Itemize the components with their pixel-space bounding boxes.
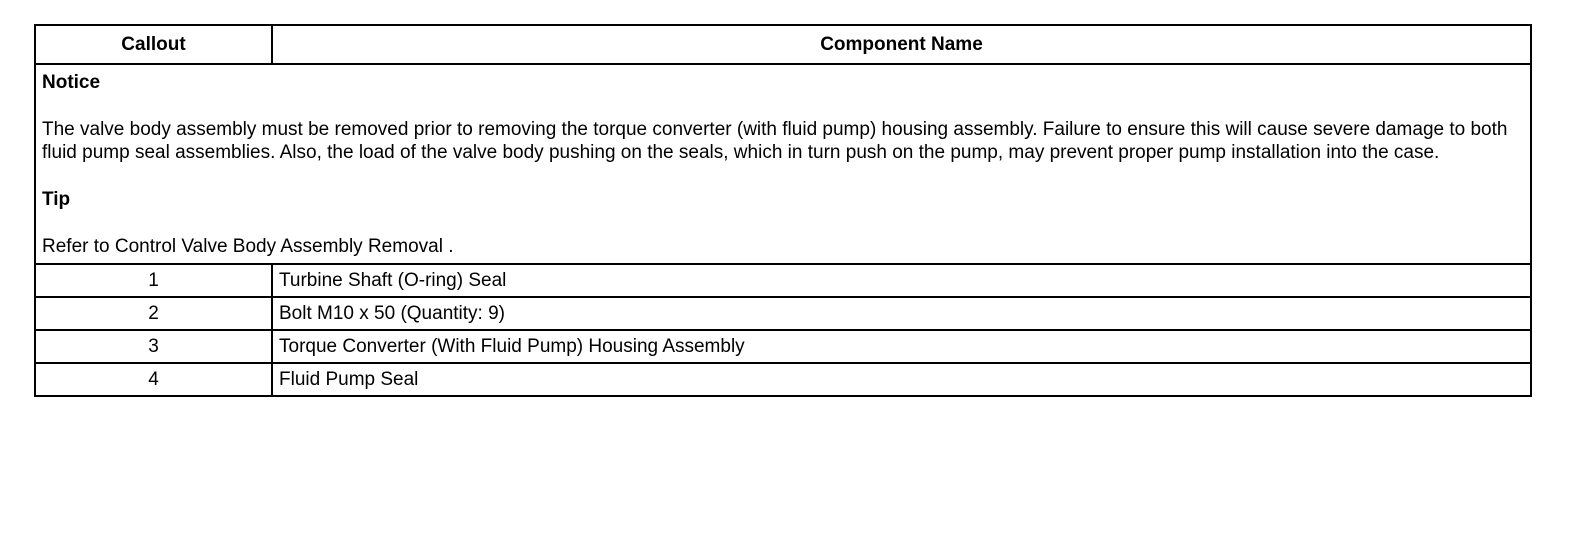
component-name-cell: Bolt M10 x 50 (Quantity: 9) [272,297,1531,330]
notice-cell [35,64,1531,264]
component-name-cell: Turbine Shaft (O-ring) Seal [272,264,1531,297]
callout-header: Callout [35,25,272,64]
table-row [35,264,1531,297]
component-name-cell: Torque Converter (With Fluid Pump) Housing Assembly [272,330,1531,363]
callout-cell: 2 [35,297,272,330]
tip-heading: Tip [42,189,71,210]
component-name-cell: Fluid Pump Seal [272,363,1531,396]
table-row [35,297,1531,330]
callout-cell: 1 [35,264,272,297]
component-table [34,24,1532,397]
callout-cell: 4 [35,363,272,396]
notice-heading: Notice [42,72,101,93]
header-row [35,25,1531,64]
notice-row [35,64,1531,264]
table-row [35,363,1531,396]
tip-text: Refer to Control Valve Body Assembly Removal . [42,236,454,257]
callout-cell: 3 [35,330,272,363]
notice-text: The valve body assembly must be removed prior to removing the torque converter (with fluid pump) housing assembly. Failure to ensure this will cause severe damage to both fluid pump seal assemblies. Also, the load of the valve body pushing on the seals, which in turn push on the pump, may prevent proper pump installation into the case. [42,119,1508,163]
table-row [35,330,1531,363]
component-name-header: Component Name [272,25,1531,64]
